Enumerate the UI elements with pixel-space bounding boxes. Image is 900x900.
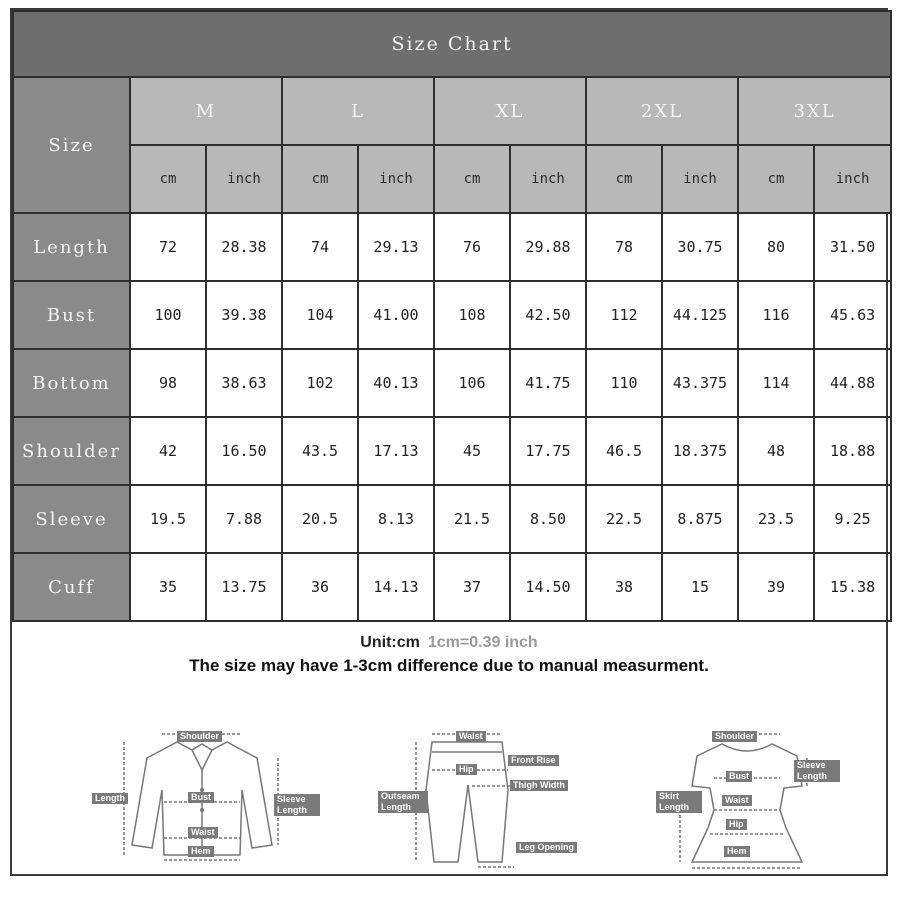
- table-cell: 116: [738, 281, 814, 349]
- unit-header: inch: [510, 145, 586, 213]
- table-cell: 18.375: [662, 417, 738, 485]
- pants-hip-tag: Hip: [456, 764, 477, 775]
- table-cell: 41.00: [358, 281, 434, 349]
- table-cell: 43.375: [662, 349, 738, 417]
- measurement-diagrams: [12, 710, 886, 870]
- table-cell: 7.88: [206, 485, 282, 553]
- table-cell: 8.13: [358, 485, 434, 553]
- size-m-header: M: [130, 77, 282, 145]
- table-cell: 39.38: [206, 281, 282, 349]
- table-cell: 48: [738, 417, 814, 485]
- table-cell: 72: [130, 213, 206, 281]
- table-cell: 18.88: [814, 417, 891, 485]
- table-cell: 42: [130, 417, 206, 485]
- unit-header: inch: [814, 145, 891, 213]
- table-cell: 15: [662, 553, 738, 621]
- unit-conversion: 1cm=0.39 inch: [427, 634, 538, 651]
- shirt-shoulder-tag: Shoulder: [177, 731, 222, 742]
- table-cell: 78: [586, 213, 662, 281]
- table-cell: 29.88: [510, 213, 586, 281]
- notes: [12, 622, 886, 676]
- table-cell: 80: [738, 213, 814, 281]
- table-cell: 43.5: [282, 417, 358, 485]
- table-cell: 22.5: [586, 485, 662, 553]
- unit-header: inch: [662, 145, 738, 213]
- row-label: Shoulder: [13, 417, 130, 485]
- size-chart: [10, 8, 888, 876]
- dress-shoulder-tag: Shoulder: [712, 731, 757, 742]
- table-cell: 45: [434, 417, 510, 485]
- table-cell: 41.75: [510, 349, 586, 417]
- table-cell: 38: [586, 553, 662, 621]
- table-cell: 76: [434, 213, 510, 281]
- table-cell: 38.63: [206, 349, 282, 417]
- pants-thigh-tag: Thigh Width: [510, 780, 568, 791]
- table-cell: 102: [282, 349, 358, 417]
- unit-header: cm: [738, 145, 814, 213]
- table-cell: 14.13: [358, 553, 434, 621]
- table-row: [13, 281, 891, 349]
- table-cell: 112: [586, 281, 662, 349]
- table-row: [13, 213, 891, 281]
- size-2xl-header: 2XL: [586, 77, 738, 145]
- table-cell: 17.13: [358, 417, 434, 485]
- shirt-hem-tag: Hem: [188, 846, 214, 857]
- table-cell: 40.13: [358, 349, 434, 417]
- unit-header: cm: [586, 145, 662, 213]
- table-row: [13, 485, 891, 553]
- shirt-bust-tag: Bust: [188, 792, 214, 803]
- pants-leg-opening-tag: Leg Opening: [516, 842, 577, 853]
- table-cell: 28.38: [206, 213, 282, 281]
- pants-outseam-tag: Outseam Length: [378, 791, 428, 813]
- table-cell: 19.5: [130, 485, 206, 553]
- table-cell: 21.5: [434, 485, 510, 553]
- table-cell: 45.63: [814, 281, 891, 349]
- table-cell: 29.13: [358, 213, 434, 281]
- table-cell: 44.125: [662, 281, 738, 349]
- table-cell: 100: [130, 281, 206, 349]
- unit-header: inch: [358, 145, 434, 213]
- table-cell: 37: [434, 553, 510, 621]
- dress-bust-tag: Bust: [726, 771, 752, 782]
- table-row: [13, 349, 891, 417]
- table-cell: 8.50: [510, 485, 586, 553]
- dress-hip-tag: Hip: [726, 819, 747, 830]
- table-cell: 104: [282, 281, 358, 349]
- shirt-length-tag: Length: [92, 793, 128, 804]
- unit-header: inch: [206, 145, 282, 213]
- unit-header: cm: [130, 145, 206, 213]
- shirt-waist-tag: Waist: [188, 827, 218, 838]
- table-row: [13, 553, 891, 621]
- table-cell: 42.50: [510, 281, 586, 349]
- table-cell: 17.75: [510, 417, 586, 485]
- table-cell: 110: [586, 349, 662, 417]
- dress-skirt-tag: Skirt Length: [656, 791, 702, 813]
- row-label: Sleeve: [13, 485, 130, 553]
- table-cell: 13.75: [206, 553, 282, 621]
- size-3xl-header: 3XL: [738, 77, 891, 145]
- row-label: Bust: [13, 281, 130, 349]
- dress-hem-tag: Hem: [724, 846, 750, 857]
- table-cell: 98: [130, 349, 206, 417]
- pants-waist-tag: Waist: [456, 731, 486, 742]
- dress-sleeve-tag: Sleeve Length: [794, 760, 840, 782]
- unit-header: cm: [434, 145, 510, 213]
- table-row: [13, 417, 891, 485]
- table-cell: 39: [738, 553, 814, 621]
- chart-title: Size Chart: [13, 11, 891, 77]
- dress-waist-tag: Waist: [722, 795, 752, 806]
- unit-note: [12, 634, 886, 652]
- row-label: Cuff: [13, 553, 130, 621]
- row-label: Length: [13, 213, 130, 281]
- size-xl-header: XL: [434, 77, 586, 145]
- difference-note: The size may have 1-3cm difference due to manual measurment.: [189, 656, 709, 675]
- table-cell: 108: [434, 281, 510, 349]
- table-cell: 14.50: [510, 553, 586, 621]
- table-cell: 114: [738, 349, 814, 417]
- table-cell: 74: [282, 213, 358, 281]
- size-header: Size: [13, 77, 130, 213]
- table-cell: 20.5: [282, 485, 358, 553]
- pants-front-rise-tag: Front Rise: [508, 755, 559, 766]
- table-cell: 30.75: [662, 213, 738, 281]
- table-cell: 15.38: [814, 553, 891, 621]
- table-cell: 23.5: [738, 485, 814, 553]
- table-cell: 44.88: [814, 349, 891, 417]
- row-label: Bottom: [13, 349, 130, 417]
- unit-prefix: Unit:cm: [360, 634, 420, 651]
- table-cell: 8.875: [662, 485, 738, 553]
- table-cell: 46.5: [586, 417, 662, 485]
- shirt-sleeve-tag: Sleeve Length: [274, 794, 320, 816]
- table-cell: 106: [434, 349, 510, 417]
- table-cell: 35: [130, 553, 206, 621]
- unit-header: cm: [282, 145, 358, 213]
- table-cell: 31.50: [814, 213, 891, 281]
- size-l-header: L: [282, 77, 434, 145]
- table-cell: 9.25: [814, 485, 891, 553]
- size-table: [12, 10, 892, 622]
- table-cell: 36: [282, 553, 358, 621]
- table-cell: 16.50: [206, 417, 282, 485]
